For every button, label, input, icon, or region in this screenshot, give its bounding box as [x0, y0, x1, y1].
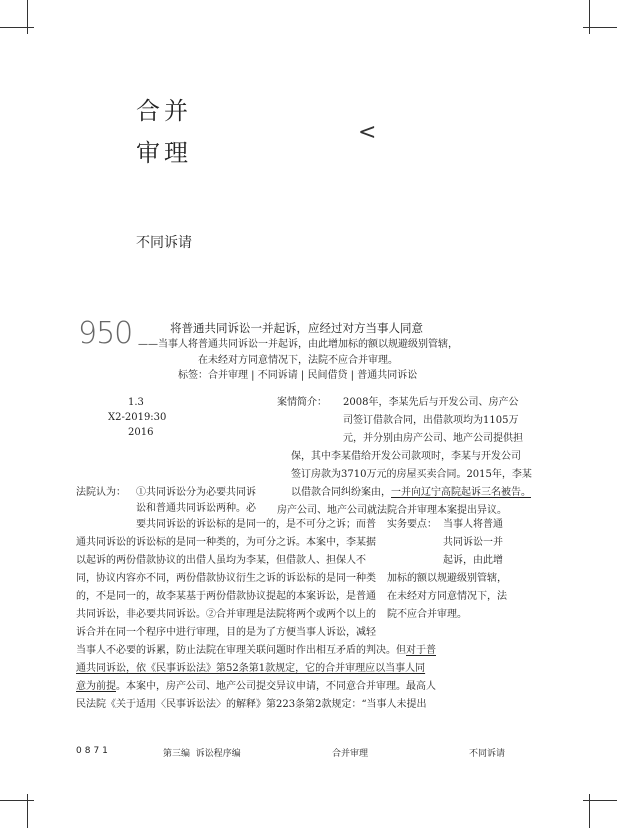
court-text: 。本案中，房产公司、地产公司提交异议申请，不同意合并审理。最高人 [116, 681, 436, 692]
crop-mark [27, 0, 28, 34]
court-line [76, 642, 436, 660]
practice-line: 当事人将普通 [443, 519, 503, 530]
court-line: 的，不是同一的，故李某基于两份借款协议提起的本案诉讼，是普通 [76, 591, 376, 602]
tag-separator: | [347, 370, 358, 381]
chapter-title-line1: 合并 [136, 97, 192, 125]
citation-line1: 1.3 [128, 397, 144, 408]
tag-item[interactable]: 合并审理 [208, 370, 248, 381]
practice-line: 院不应合并审理。 [387, 609, 467, 620]
tag-separator: | [248, 370, 258, 381]
facts-line [291, 484, 531, 502]
footer-part-name: 诉讼程序编 [195, 749, 241, 759]
court-underlined: 意为前提 [76, 681, 116, 692]
practice-line: 共同诉讼一并 [443, 537, 503, 548]
court-line: 以起诉的两份借款协议的出借人虽均为李某，但借款人、担保人不 [76, 555, 366, 566]
court-line: 共同诉讼，非必要共同诉讼。②合并审理是法院将两个或两个以上的 [76, 609, 376, 620]
crop-mark [589, 0, 590, 34]
practice-line: 起诉，由此增 [443, 555, 503, 566]
crop-mark [0, 27, 34, 28]
court-label: 法院认为： [76, 487, 126, 498]
court-line: 要共同诉讼的诉讼标的是同一的，是不可分之诉；而普 [136, 519, 376, 530]
chapter-title-line2: 审理 [136, 139, 192, 167]
case-title: 将普通共同诉讼一并起诉，应经过对方当事人同意 [170, 321, 423, 335]
footer-section: 不同诉请 [469, 749, 506, 759]
case-summary-line1: ——当事人将普通共同诉讼一并起诉，由此增加标的额以规避级别管辖， [138, 339, 458, 350]
facts-line: 元，并分别由房产公司、地产公司提供担 [343, 433, 523, 444]
facts-underlined: 一并向辽宁高院起诉三名被告。 [391, 487, 531, 498]
footer-part-label: 第三编 [163, 749, 191, 759]
facts-label: 案情简介： [277, 397, 327, 408]
facts-line: 司签订借款合同，出借款项均为1105万 [343, 415, 519, 426]
facts-line: 2008年，李某先后与开发公司、房产公 [343, 397, 519, 408]
facts-line: 签订房款为3710万元的房屋买卖合同。2015年，李某 [291, 469, 532, 480]
citation-line3: 2016 [128, 427, 154, 438]
case-tags [178, 367, 417, 385]
citation-line2: X2-2019:30 [108, 412, 167, 423]
court-line: ①共同诉讼分为必要共同诉 [136, 487, 256, 498]
tag-item[interactable]: 民间借贷 [307, 370, 348, 381]
footer-part [163, 746, 241, 759]
case-number: 950 [78, 316, 133, 351]
tag-separator: | [297, 370, 308, 381]
practice-line: 加标的额以规避级别管辖， [387, 573, 507, 584]
court-text: 当事人不必要的诉累，防止法院在审理关联问题时作出相互矛盾的判决。但 [76, 645, 406, 656]
subsection-title: 不同诉请 [136, 235, 192, 251]
chevron-left-icon: < [358, 120, 377, 145]
facts-line: 保，其中李某借给开发公司款项时，李某与开发公司 [291, 451, 521, 462]
court-line: 通共同诉讼的诉讼标的是同一种类的，为可分之诉。本案中，李某据 [76, 537, 376, 548]
court-line: 讼和普通共同诉讼两种。必 [136, 503, 256, 514]
page-number: 0871 [76, 746, 111, 756]
footer-chapter: 合并审理 [332, 749, 369, 759]
case-summary-line2: 在未经对方同意情况下，法院不应合并审理。 [198, 355, 398, 366]
crop-mark [0, 800, 34, 801]
practice-label: 实务要点： [387, 519, 437, 530]
court-line-underlined: 通共同诉讼，依《民事诉讼法》第52条第1款规定，它的合并审理应以当事人同 [76, 663, 426, 674]
crop-mark [27, 794, 28, 828]
court-underlined: 对于普 [406, 645, 436, 656]
court-line: 诉合并在同一个程序中进行审理，目的是为了方便当事人诉讼，减轻 [76, 627, 376, 638]
court-line [76, 678, 436, 696]
facts-text: 以借款合同纠纷案由， [291, 487, 391, 498]
crop-mark [589, 794, 590, 828]
practice-line: 在未经对方同意情况下，法 [387, 591, 507, 602]
tags-label: 标签： [178, 370, 208, 381]
tag-item[interactable]: 不同诉请 [257, 370, 298, 381]
court-line: 同，协议内容亦不同，两份借款协议衍生之诉的诉讼标的是同一种类 [76, 573, 376, 584]
tag-item[interactable]: 普通共同诉讼 [357, 370, 418, 381]
court-line: 民法院《关于适用〈民事诉讼法〉的解释》第223条第2款规定：“当事人未提出 [76, 699, 427, 710]
facts-line: 房产公司、地产公司就法院合并审理本案提出异议。 [277, 505, 507, 516]
